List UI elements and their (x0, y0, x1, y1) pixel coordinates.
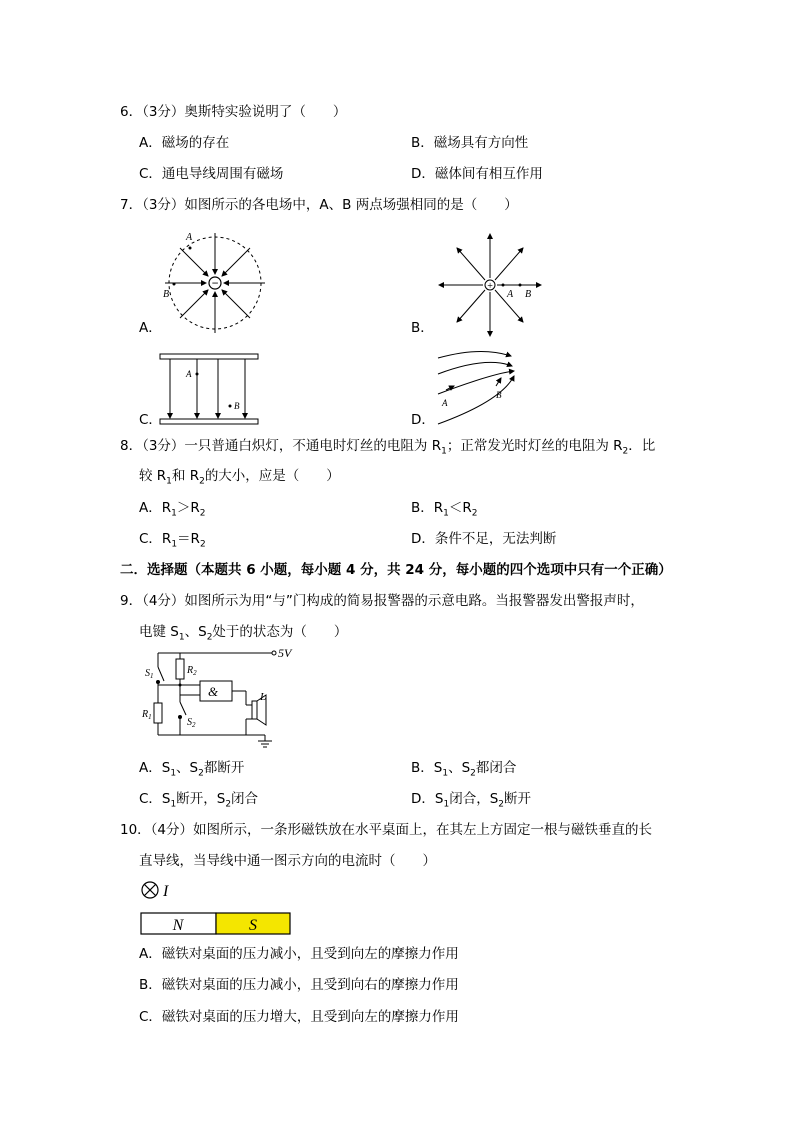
q7-option-c: C． (139, 412, 162, 428)
negative-sign: − (211, 276, 219, 290)
r2-label: $R_2$ (187, 665, 197, 677)
buzzer-label: L (260, 691, 267, 703)
south-pole-label: S (249, 917, 257, 934)
q7b-point-a: A (507, 289, 514, 300)
q9-option-b: B．$S_1$、$S_2$都闭合 (411, 760, 517, 779)
q8-option-d: D．条件不足，无法判断 (411, 531, 557, 547)
q10-line1: 10．（4分）如图所示，一条形磁铁放在水平桌面上，在其左上方固定一根与磁铁垂直的长 (120, 822, 653, 838)
q8-line2: 较 $R_1$和 $R_2$的大小，应是（ ） (139, 468, 340, 487)
q7c-point-a: A (186, 369, 192, 379)
q6-option-d: D．磁体间有相互作用 (411, 166, 543, 182)
q7d-point-a: A (442, 398, 448, 408)
q6-option-b: B．磁场具有方向性 (411, 135, 529, 151)
voltage-label: 5V (278, 646, 292, 660)
q9-option-c: C．$S_1$断开，$S_2$闭合 (139, 791, 259, 810)
q9-alarm-circuit-diagram (140, 645, 300, 750)
q8-option-a: A．$R_1>R_2$ (139, 500, 206, 519)
q8-option-c: C．$R_1=R_2$ (139, 531, 206, 550)
q7b-point-b: B (525, 289, 532, 300)
q8-option-b: B．$R_1<R_2$ (411, 500, 478, 519)
q10-option-c: C．磁铁对桌面的压力增大，且受到向左的摩擦力作用 (139, 1009, 459, 1025)
q7-option-b: B． (411, 320, 434, 336)
section-heading: 二．选择题（本题共 6 小题，每小题 4 分，共 24 分，每小题的四个选项中只有一个正确） (120, 562, 672, 578)
q7c-point-b: B (234, 401, 240, 411)
q7-figure-a-negative-charge-field (160, 228, 270, 338)
current-label: I (163, 883, 169, 900)
q7-figure-b-positive-charge-field (435, 230, 555, 340)
q7a-point-a: A (186, 232, 193, 243)
q10-line2: 直导线，当导线中通一图示方向的电流时（ ） (139, 853, 436, 869)
and-gate-symbol: & (208, 684, 219, 699)
q7a-point-b: B (163, 289, 170, 300)
q6-option-c: C．通电导线周围有磁场 (139, 166, 284, 182)
q7d-point-b: B (496, 390, 502, 400)
q7-option-a: A． (139, 320, 162, 336)
q10-option-a: A．磁铁对桌面的压力减小，且受到向左的摩擦力作用 (139, 946, 459, 962)
positive-sign: + (486, 281, 494, 292)
q6-stem: 6．（3分）奥斯特实验说明了（ ） (120, 104, 347, 120)
q7-option-d: D． (411, 412, 435, 428)
q9-option-d: D．$S_1$闭合，$S_2$断开 (411, 791, 532, 810)
s1-label: $S_1$ (145, 668, 154, 680)
q9-line1: 9．（4分）如图所示为用“与”门构成的简易报警器的示意电路。当报警器发出警报声时， (120, 593, 644, 609)
q10-magnet-wire-diagram (140, 879, 295, 937)
s2-label: $S_2$ (187, 717, 196, 729)
q7-figure-c-parallel-plate-field (160, 354, 260, 426)
north-pole-label: N (172, 917, 184, 934)
q8-line1: 8．（3分）一只普通白炽灯，不通电时灯丝的电阻为 $R_1$；正常发光时灯丝的电阻为 $R_2$．比 (120, 438, 656, 457)
q7-figure-d-curved-field (436, 346, 526, 426)
r1-label: $R_1$ (142, 709, 152, 721)
q6-option-a: A．磁场的存在 (139, 135, 230, 151)
q9-line2: 电键 $S_1$、$S_2$处于的状态为（ ） (139, 624, 348, 643)
current-into-page-icon (142, 882, 158, 898)
q9-option-a: A．$S_1$、$S_2$都断开 (139, 760, 245, 779)
q7-stem: 7．（3分）如图所示的各电场中，A、B 两点场强相同的是（ ） (120, 197, 518, 213)
q10-option-b: B．磁铁对桌面的压力减小，且受到向右的摩擦力作用 (139, 977, 459, 993)
